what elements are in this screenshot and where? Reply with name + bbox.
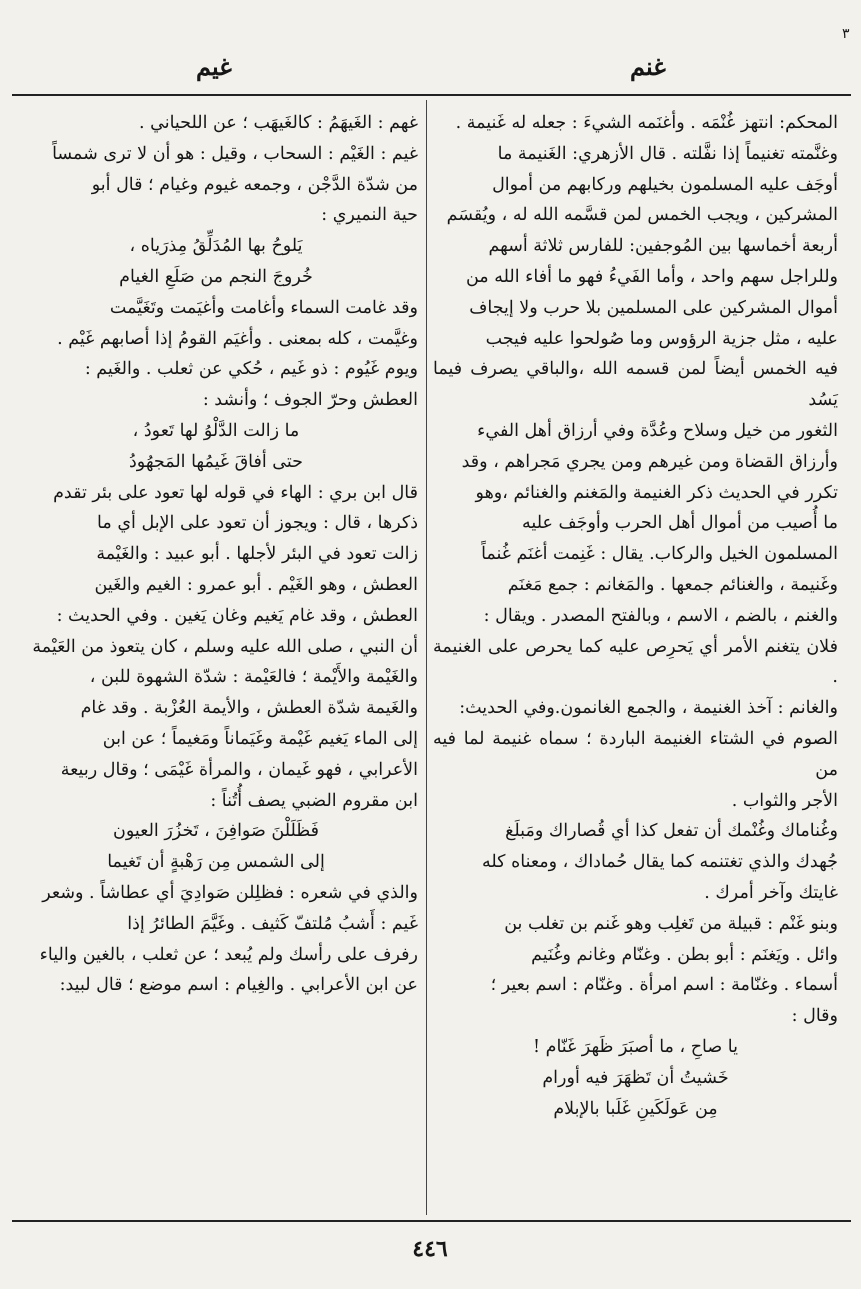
text-line: جُهدك والذي تغتنمه كما يقال حُماداك ، ومعناه كله: [482, 852, 838, 873]
text-line: فلان يتغنم الأمر أي يَحرِص عليه كما يحرص على الغنيمة .: [433, 636, 838, 688]
verse-line: خُروجَ النجم من صَلَعِ الغيام: [119, 266, 313, 287]
text-line: العطش وحرّ الجوف ؛ وأنشد :: [202, 390, 418, 411]
page-header: [0, 52, 861, 88]
text-line: عليه ، مثل جزية الرؤوس وما صُولحوا عليه فيجب: [485, 328, 838, 349]
text-line: العطش ، وقد غام يَغيم وغان يَغين . وفي الحديث :: [56, 605, 418, 626]
text-line: غهم : الغَيهَمُ : كالغَيهَب ؛ عن اللحياني .: [138, 113, 418, 133]
text-line: وغيَّمت ، كله بمعنى . وأغيَم القومُ إذا أصابهم غَيْم .: [57, 328, 418, 349]
text-line: عن ابن الأعرابي . والغِيام : اسم موضع ؛ قال لبيد:: [59, 975, 418, 996]
text-line: غيم : الغَيْم : السحاب ، وقيل : هو أن لا ترى شمساً: [52, 143, 418, 164]
text-line: المسلمون الخيل والركاب. يقال : غَنِمت أغنَم غُنماً: [481, 544, 838, 565]
text-line: ما أُصيب من أموال أهل الحرب وأوجَف عليه: [522, 513, 838, 534]
text-line: أموال المشركين على المسلمين بلا حرب ولا إيجاف: [469, 297, 838, 318]
page-number: ٤٤٦: [412, 1236, 448, 1262]
text-line: غايتك وآخر أمرك .: [704, 882, 838, 903]
header-right-word: غنم: [630, 52, 666, 81]
text-line: وأرزاق القضاة ومن غيرهم ومن يجري مَجراهم ، وقد: [461, 451, 838, 472]
text-line: وللراجل سهم واحد ، وأما الفَيءُ فهو ما أفاء الله من: [465, 266, 838, 287]
text-line: الأعرابي ، فهو غَيمان ، والمرأة غَيْمَى ؛ وقال ربيعة: [60, 759, 418, 780]
text-line: وبنو غَنْم : قبيلة من تَغلِب وهو غَنم بن تغلب بن: [504, 913, 838, 934]
text-line: ابن مقروم الضبي يصف أُتُناً :: [210, 790, 418, 811]
text-line: والذي في شعره : فظلِلن صَوادِيَ أي عطاشاً . وشعر: [42, 882, 418, 903]
text-line: فيه الخمس أيضاً لمن قسمه الله ،والباقي يصرف فيما يَسُد: [433, 359, 838, 411]
text-line: من شدّة الدَّجْن ، وجمعه غيوم وغيام ؛ قال أبو: [91, 174, 418, 195]
text-line: والغانم : آخذ الغنيمة ، والجمع الغانمون.وفي الحديث:: [459, 698, 838, 719]
column-divider: [426, 100, 427, 1215]
text-line: العطش ، وهو الغَيْم . أبو عمرو : الغيم والغَين: [94, 574, 418, 595]
text-line: والغنم ، بالضم ، الاسم ، وبالفتح المصدر . ويقال :: [483, 605, 838, 626]
text-line: والغَيْمة والأَيْمة ؛ فالعَيْمة : شدّة الشهوة للبن ،: [89, 667, 418, 688]
text-line: إلى الماء يَغيم غَيْمة وغَيَماناً ومَغيماً ؛ عن ابن: [102, 728, 418, 749]
verse-line: مِن عَولَكَينِ غَلَبا بالإبلام: [553, 1098, 718, 1119]
top-rule: [12, 94, 851, 96]
text-line: والغَيمة شدّة العطش ، والأيمة العُزْبة . وقد غام: [80, 698, 418, 719]
text-line: ذكرها ، قال : ويجوز أن تعود على الإبل أي ما: [97, 513, 418, 534]
bottom-rule: [12, 1220, 851, 1222]
text-line: غَيم : أَشبُ مُلتفّ كَثيف . وغَيَّمَ الطائرُ إذا: [127, 913, 418, 934]
corner-mark: ٣: [842, 26, 850, 42]
verse-line: يا صاحِ ، ما أصبَرَ ظَهرَ غَنّام !: [533, 1036, 738, 1057]
text-line: أن النبي ، صلى الله عليه وسلم ، كان يتعوذ من العَيْمة: [32, 636, 418, 657]
text-line: أسماء . وغنّامة : اسم امرأة . وغنّام : اسم بعير ؛: [490, 975, 838, 996]
text-line: الصوم في الشتاء الغنيمة الباردة ؛ سماه غنيمة لما فيه من: [433, 728, 838, 780]
verse-line: إلى الشمس مِن رَهْبةٍ أن تَغيما: [107, 852, 325, 873]
text-line: زالت تعود في البئر لأجلها . أبو عبيد : والغَيْمة: [96, 544, 418, 565]
text-line: المحكم: انتهز غُنْمَه . وأغنَمه الشيءَ : جعله له غَنيمة .: [455, 113, 838, 133]
text-line: المشركين ، ويجب الخمس لمن قسَّمه الله له ، ويُقسَم: [446, 205, 838, 226]
verse-line: فَظَلَلْنَ صَوافِنَ ، تَخزُرَ العيون: [112, 821, 320, 842]
text-line: الثغور من خيل وسلاح وعُدَّة وفي أرزاق أهل الفيء: [477, 420, 838, 441]
text-line: الأجر والثواب .: [731, 790, 838, 811]
text-line: رفرف على رأسك ولم يُبعد ؛ عن ثعلب ، بالغين والياء: [39, 944, 418, 965]
left-column: [14, 108, 418, 1001]
text-line: أربعة أخماسها بين المُوجفين: للفارس ثلاثة أسهم: [488, 236, 838, 257]
text-line: وغنَّمته تغنيماً إذا نفَّلته . قال الأزهري: الغَنيمة ما: [497, 143, 838, 164]
text-line: أوجَف عليه المسلمون بخيلهم وركابهم من أموال: [492, 174, 838, 195]
text-line: وائل . ويَغنَم : أبو بطن . وغنّام وغانم وغُنَيم: [531, 944, 838, 965]
text-line: وغَنيمة ، والغنائم جمعها . والمَغانم : جمع مَغنَم: [507, 574, 838, 595]
text-line: قال ابن بري : الهاء في قوله لها تعود على بئر تقدم: [53, 482, 418, 503]
text-line: حية النميري :: [321, 205, 418, 226]
verse-line: حتى أفاقَ غَيمُها المَجهُودُ: [129, 451, 303, 472]
verse-line: يَلوحُ بها المُدَلِّقُ مِذرَياه ،: [129, 236, 303, 257]
header-left-word: غيم: [196, 52, 232, 81]
text-line: وغُناماك وغُنْمك أن تفعل كذا أي قُصاراك ومَبلَغ: [505, 821, 838, 842]
text-line: وقد غامت السماء وأغامت وأغيَمت وتَغَيَّمت: [109, 297, 418, 318]
right-column: [433, 108, 838, 1124]
text-line: وقال :: [791, 1006, 838, 1027]
text-line: ويوم غَيُوم : ذو غَيم ، حُكي عن ثعلب . والغَيم :: [84, 359, 418, 380]
text-line: تكرر في الحديث ذكر الغنيمة والمَغنم والغنائم ،وهو: [475, 482, 838, 503]
verse-line: ما زالت الدَّلْوُ لها تَعودُ ،: [132, 420, 300, 441]
verse-line: خَشيتُ أن تَظهَرَ فيه أورام: [542, 1067, 729, 1088]
